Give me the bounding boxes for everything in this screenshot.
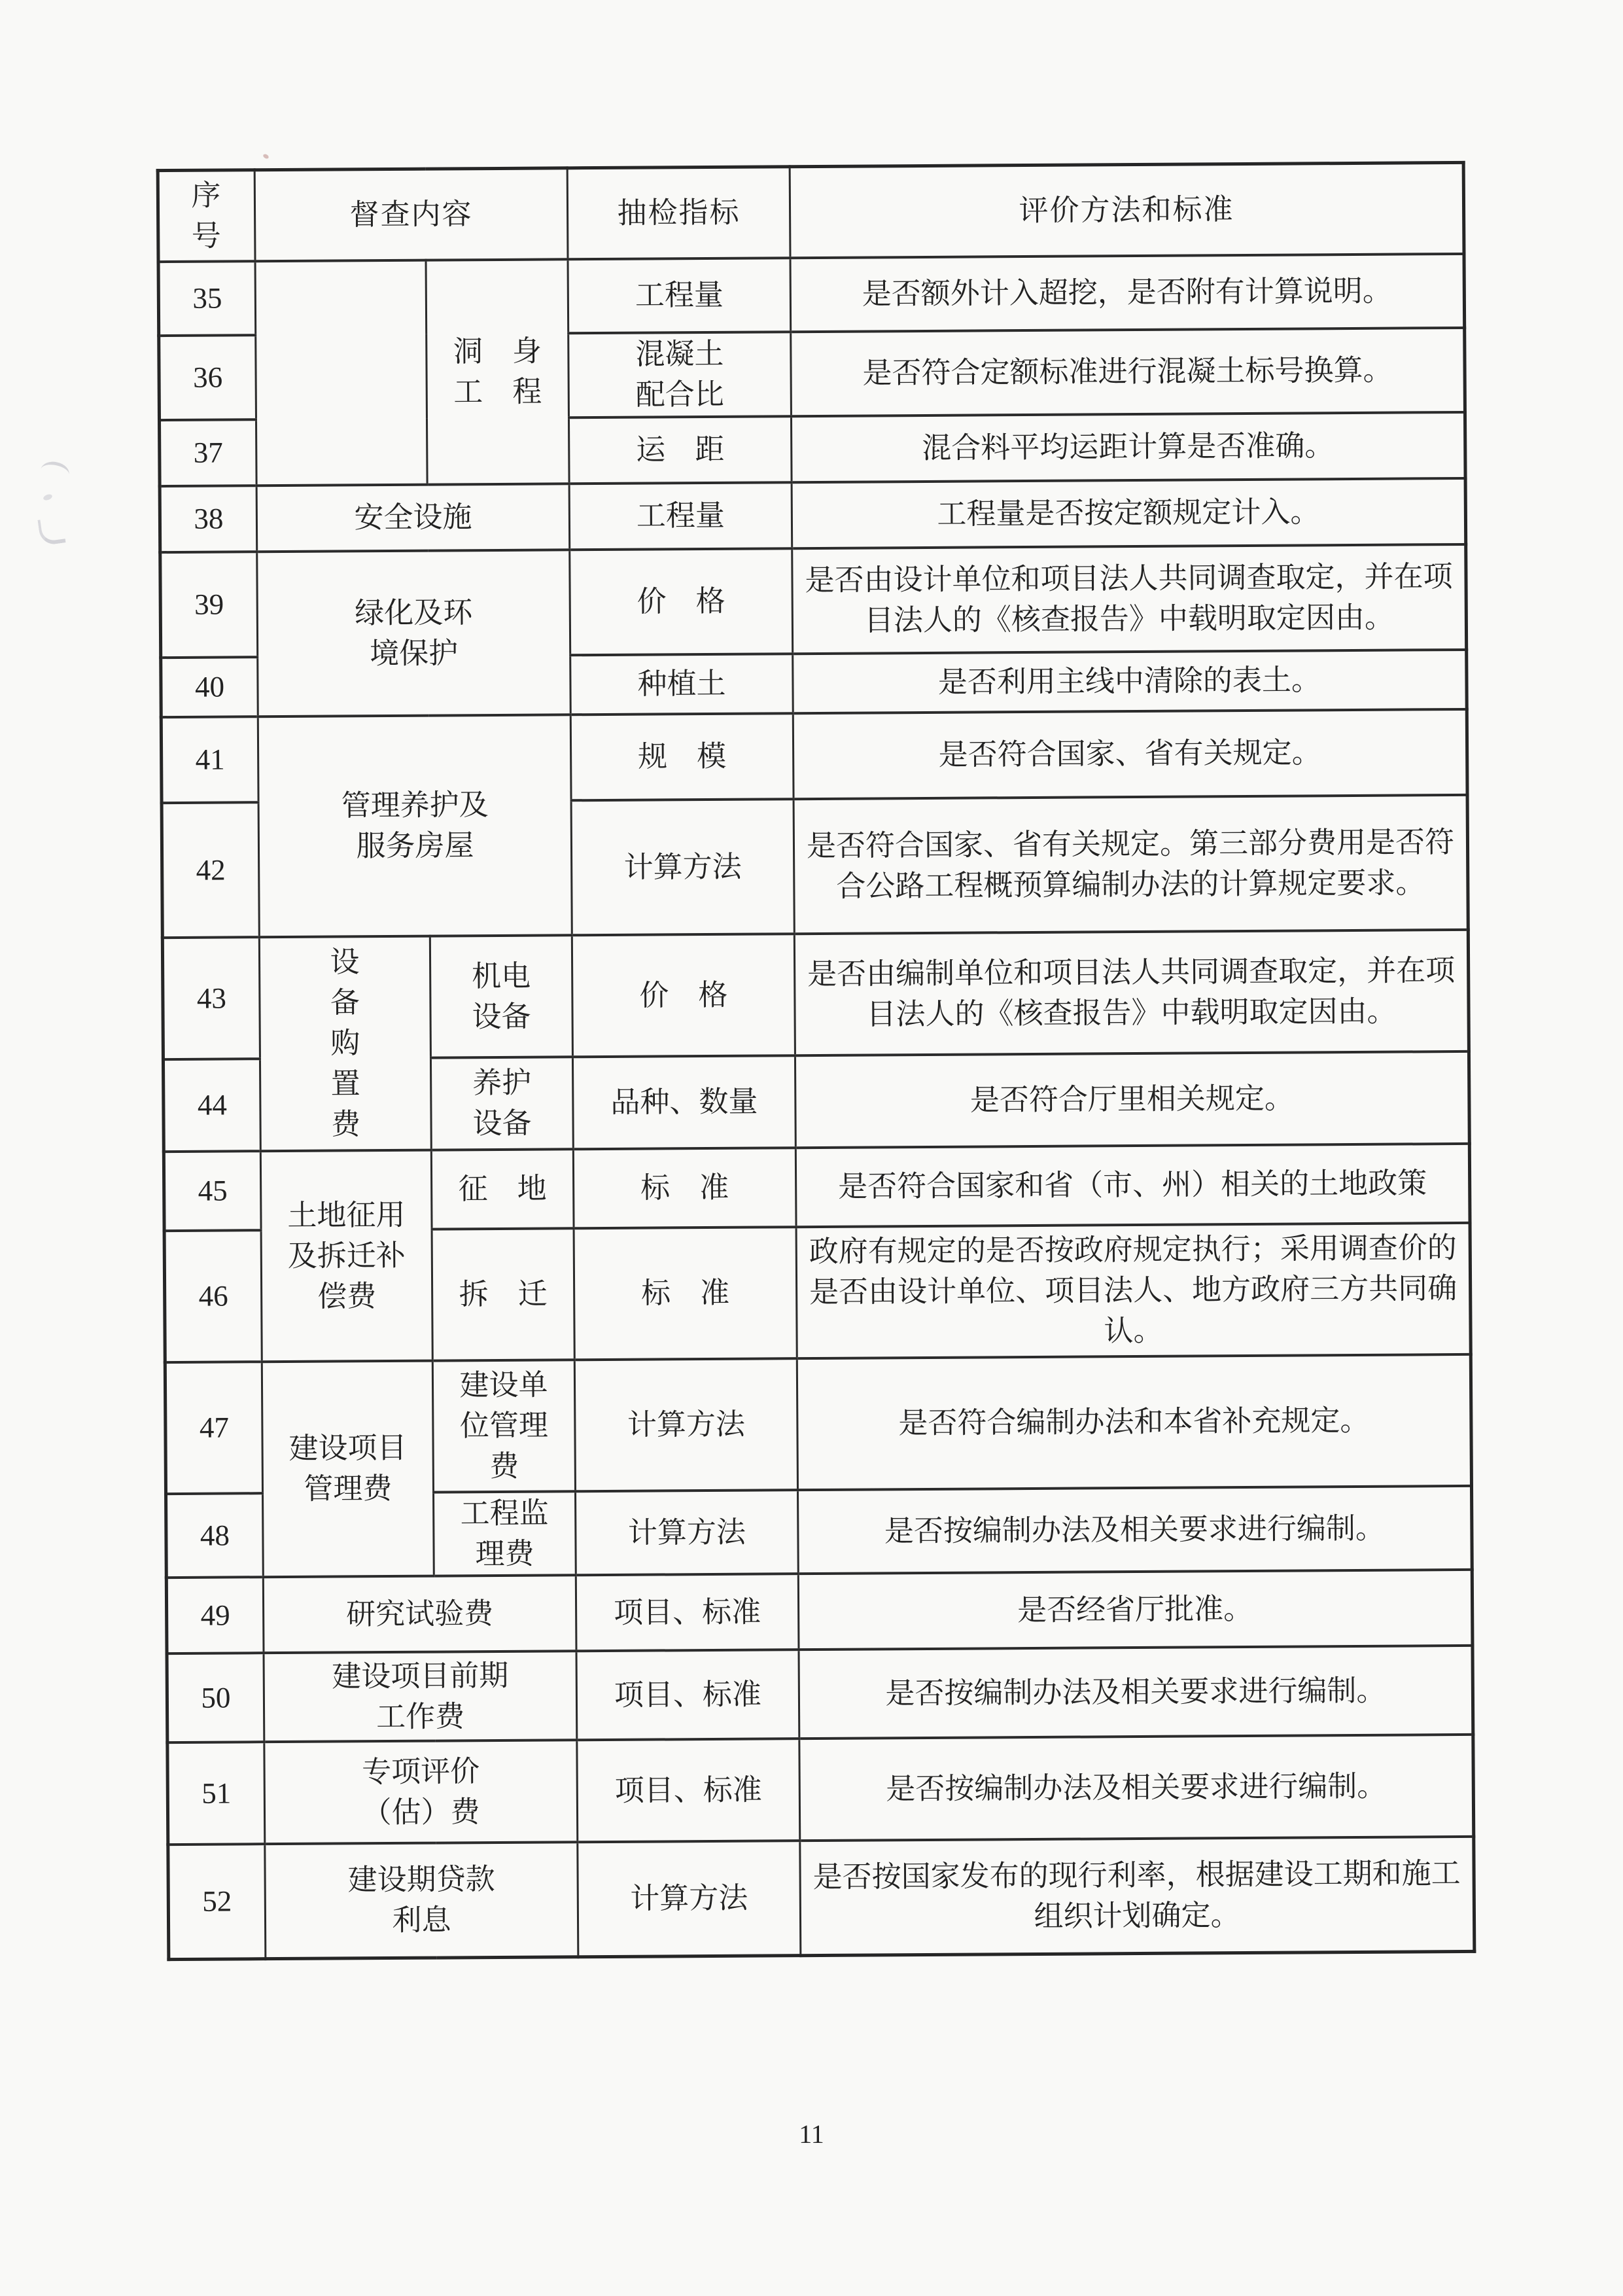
indicator-cell: 计算方法	[576, 1490, 799, 1575]
table-row	[165, 1354, 1471, 1493]
indicator-cell: 工程量	[569, 482, 792, 550]
method-cell: 是否由设计单位和项目法人共同调查取定，并在项目法人的《核查报告》中载明取定因由。	[792, 544, 1467, 653]
category-cell: 研究试验费	[263, 1575, 576, 1653]
indicator-cell: 计算方法	[571, 799, 794, 935]
table-row	[161, 709, 1467, 802]
method-cell: 是否由编制单位和项目法人共同调查取定，并在项目法人的《核查报告》中载明取定因由。	[794, 929, 1469, 1055]
inspection-criteria-table	[156, 161, 1476, 1961]
method-cell: 是否符合厅里相关规定。	[795, 1051, 1469, 1147]
indicator-cell: 项目、标准	[576, 1650, 799, 1740]
subcategory-cell: 机电 设备	[430, 935, 572, 1057]
indicator-cell: 标 准	[573, 1148, 796, 1228]
subcategory-cell: 建设单 位管理 费	[432, 1360, 575, 1492]
seq-cell: 52	[168, 1844, 266, 1960]
header-seq: 序 号	[158, 170, 255, 262]
seq-cell: 36	[159, 335, 256, 420]
scan-artifact	[37, 517, 65, 546]
category-cell: 建设项目 管理费	[262, 1360, 434, 1577]
header-content: 督查内容	[254, 168, 568, 261]
subcategory-cell: 洞 身 工 程	[426, 259, 569, 484]
seq-cell: 37	[159, 419, 256, 486]
header-method: 评价方法和标准	[790, 162, 1464, 257]
table-row	[167, 1734, 1474, 1844]
indicator-cell: 价 格	[570, 548, 793, 655]
indicator-cell: 项目、标准	[576, 1574, 799, 1651]
indicator-cell: 工程量	[568, 258, 791, 333]
header-indicator: 抽检指标	[567, 167, 790, 259]
category-cell: 建设项目前期 工作费	[264, 1651, 577, 1742]
table-row	[164, 1143, 1470, 1230]
seq-cell: 35	[158, 261, 256, 336]
table-row	[160, 544, 1467, 657]
method-cell: 混合料平均运距计算是否准确。	[791, 412, 1465, 482]
method-cell: 是否符合国家和省（市、州）相关的土地政策	[795, 1143, 1470, 1226]
header-row	[158, 162, 1464, 261]
method-cell: 是否符合国家、省有关规定。	[793, 709, 1467, 798]
method-cell: 是否额外计入超挖，是否附有计算说明。	[790, 253, 1465, 331]
seq-cell: 38	[160, 486, 257, 552]
category-cell: 安全设施	[256, 484, 570, 552]
scan-artifact	[43, 493, 53, 501]
subcategory-cell: 征 地	[431, 1149, 574, 1229]
table-row	[166, 1569, 1473, 1653]
category-cell: 绿化及环 境保护	[257, 550, 571, 716]
indicator-cell: 计算方法	[578, 1841, 801, 1957]
indicator-cell: 计算方法	[574, 1358, 797, 1491]
subcategory-cell: 养护 设备	[430, 1057, 573, 1150]
seq-cell: 41	[161, 716, 258, 803]
category-cell: 管理养护及 服务房屋	[258, 715, 572, 937]
seq-cell: 48	[166, 1493, 264, 1578]
category-cell: 建设期贷款 利息	[265, 1842, 578, 1959]
seq-cell: 44	[163, 1059, 260, 1152]
method-cell: 是否利用主线中清除的表土。	[793, 649, 1467, 713]
category-cell	[255, 260, 427, 486]
seq-cell: 47	[165, 1362, 262, 1494]
category-cell: 土地征用 及拆迁补 偿费	[260, 1150, 432, 1362]
method-cell: 是否按编制办法及相关要求进行编制。	[799, 1734, 1474, 1840]
method-cell: 是否按编制办法及相关要求进行编制。	[799, 1645, 1473, 1738]
indicator-cell: 运 距	[568, 416, 792, 484]
method-cell: 是否符合定额标准进行混凝土标号换算。	[791, 327, 1465, 415]
table-row	[168, 1836, 1475, 1959]
seq-cell: 51	[167, 1742, 265, 1845]
method-cell: 政府有规定的是否按政府规定执行；采用调查价的是否由设计单位、项目法人、地方政府三方共同确认。	[796, 1222, 1471, 1358]
table-row	[167, 1645, 1473, 1742]
seq-cell: 43	[162, 937, 260, 1059]
method-cell: 是否符合编制办法和本省补充规定。	[797, 1354, 1471, 1489]
page-number: 11	[799, 2119, 824, 2149]
seq-cell: 40	[161, 657, 258, 717]
category-cell: 设 备 购 置 费	[259, 936, 431, 1151]
seq-cell: 46	[164, 1230, 262, 1362]
method-cell: 是否按编制办法及相关要求进行编制。	[798, 1485, 1473, 1573]
table-row	[160, 478, 1466, 552]
audit-table-wrapper	[156, 161, 1478, 1961]
indicator-cell: 规 模	[570, 713, 794, 800]
indicator-cell: 种植土	[570, 654, 794, 715]
indicator-cell: 标 准	[574, 1227, 797, 1360]
indicator-cell: 项目、标准	[577, 1739, 800, 1842]
method-cell: 工程量是否按定额规定计入。	[792, 478, 1466, 548]
seq-cell: 42	[162, 802, 259, 938]
indicator-cell: 混凝土 配合比	[568, 332, 792, 417]
table-row	[162, 929, 1469, 1059]
method-cell: 是否符合国家、省有关规定。第三部分费用是否符合公路工程概预算编制办法的计算规定要求。	[794, 794, 1468, 933]
method-cell: 是否按国家发布的现行利率，根据建设工期和施工组织计划确定。	[800, 1836, 1475, 1955]
seq-cell: 50	[167, 1653, 264, 1742]
method-cell: 是否经省厅批准。	[798, 1569, 1473, 1649]
seq-cell: 49	[166, 1577, 264, 1653]
seq-cell: 45	[164, 1151, 261, 1231]
category-cell: 专项评价 （估）费	[264, 1740, 578, 1844]
table-row	[158, 253, 1465, 335]
subcategory-cell: 工程监 理费	[434, 1491, 576, 1576]
scan-artifact	[262, 153, 270, 160]
seq-cell: 39	[160, 552, 258, 658]
scan-artifact	[39, 459, 71, 485]
subcategory-cell: 拆 迁	[432, 1228, 574, 1360]
indicator-cell: 品种、数量	[572, 1055, 795, 1149]
indicator-cell: 价 格	[572, 934, 795, 1057]
